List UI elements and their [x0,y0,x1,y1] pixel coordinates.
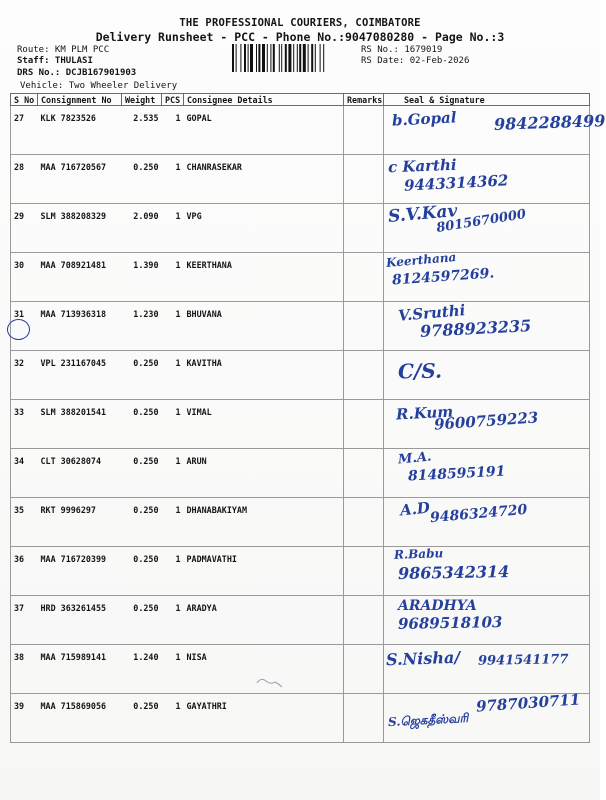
barcode-bar [267,44,268,72]
pcs-cell: 1 [162,645,184,694]
sno-cell: 32 [11,351,38,400]
weight-cell: 0.250 [122,155,162,204]
remarks-cell [344,302,384,351]
weight-cell: 0.250 [122,400,162,449]
consignment-cell: MAA 713936318 [38,302,122,351]
consignee-cell: ARADYA [184,596,344,645]
barcode-bar [279,44,280,72]
consignee-cell: CHANRASEKAR [184,155,344,204]
seal-signature-cell [384,400,590,449]
header-consignee: Consignee Details [184,94,344,106]
weight-cell: 0.250 [122,694,162,743]
handwritten-signature: R.Kum [395,402,454,424]
barcode-bar [323,44,324,72]
sno-cell: 31 [11,302,38,351]
barcode-bar [285,44,287,72]
seal-signature-cell [384,155,590,204]
handwritten-phone: S.ஜெகதீஸ்வரி [387,710,469,730]
consignment-cell: HRD 363261455 [38,596,122,645]
remarks-cell [344,106,384,155]
handwritten-signature: A.D [399,498,431,520]
sno-cell: 39 [11,694,38,743]
table-row [11,204,590,253]
weight-cell: 0.250 [122,498,162,547]
handwritten-phone: 9689518103 [397,613,503,633]
barcode-bar [315,44,316,72]
consignee-cell: GAYATHRI [184,694,344,743]
pcs-cell: 1 [162,106,184,155]
sno-cell: 27 [11,106,38,155]
company-title: THE PROFESSIONAL COURIERS, COIMBATORE [179,17,421,29]
header-remarks: Remarks [344,94,384,106]
runsheet-subtitle: Delivery Runsheet - PCC - Phone No.:9047080280 - Page No.:3 [95,30,505,44]
consignment-cell: MAA 716720399 [38,547,122,596]
handwritten-signature: c Karthi [387,155,457,177]
rs-date-label: RS Date: 02-Feb-2026 [361,56,470,66]
remarks-cell [344,498,384,547]
consignment-cell: SLM 388208329 [38,204,122,253]
weight-cell: 2.535 [122,106,162,155]
handwritten-phone: 8148595191 [407,463,506,485]
sno-cell: 36 [11,547,38,596]
weight-cell: 1.230 [122,302,162,351]
table-row [11,498,590,547]
barcode-bar [236,44,237,72]
remarks-cell [344,155,384,204]
handwritten-phone: 8015670000 [435,207,528,236]
table-row [11,596,590,645]
consignee-cell: VIMAL [184,400,344,449]
consignment-cell: MAA 715869056 [38,694,122,743]
consignee-cell: VPG [184,204,344,253]
barcode-bar [288,44,291,72]
table-row [11,547,590,596]
handwritten-signature: ARADHYA [398,598,477,614]
sno-cell: 33 [11,400,38,449]
seal-signature-cell [384,302,590,351]
delivery-table [10,93,606,743]
remarks-cell [344,694,384,743]
consignee-cell: DHANABAKIYAM [184,498,344,547]
handwritten-circle-mark [7,319,30,340]
pcs-cell: 1 [162,596,184,645]
barcode-bar [281,44,282,72]
barcode-bar [270,44,271,72]
pcs-cell: 1 [162,449,184,498]
weight-cell: 0.250 [122,351,162,400]
table-row [11,253,590,302]
weight-cell: 1.240 [122,645,162,694]
table-row [11,106,590,155]
seal-signature-cell [384,596,590,645]
sno-cell: 28 [11,155,38,204]
seal-signature-cell [384,498,590,547]
handwritten-phone: 9941541177 [477,652,569,669]
consignment-cell: MAA 715989141 [38,645,122,694]
seal-signature-cell [384,645,590,694]
barcode-bar [293,44,294,72]
remarks-cell [344,547,384,596]
consignment-cell: SLM 388201541 [38,400,122,449]
staff-label: Staff: THULASI [17,56,93,66]
handwritten-signature: R.Babu [393,546,444,562]
consignee-cell: KEERTHANA [184,253,344,302]
barcode-bar [240,44,241,72]
table-row [11,155,590,204]
pcs-cell: 1 [162,204,184,253]
weight-cell: 0.250 [122,596,162,645]
barcode-bar [248,44,249,72]
sno-cell: 30 [11,253,38,302]
barcode-bar [273,44,275,72]
seal-signature-cell [384,547,590,596]
handwritten-signature: V.Sruthi [397,301,467,325]
remarks-cell [344,253,384,302]
pcs-cell: 1 [162,694,184,743]
table-row [11,400,590,449]
weight-cell: 0.250 [122,547,162,596]
seal-signature-cell [384,106,606,155]
seal-signature-cell [384,351,590,400]
handwritten-signature: S.Nisha/ [385,647,461,670]
barcode-bar [308,44,309,72]
remarks-cell [344,351,384,400]
consignment-cell: RKT 9996297 [38,498,122,547]
header-sno: S No [11,94,38,106]
sno-cell: 34 [11,449,38,498]
sno-cell: 38 [11,645,38,694]
sno-cell: 35 [11,498,38,547]
table-row [11,645,590,694]
barcode [232,44,356,72]
consignment-cell: MAA 708921481 [38,253,122,302]
consignment-cell: KLK 7823526 [38,106,122,155]
remarks-cell [344,400,384,449]
remarks-cell [344,645,384,694]
handwritten-phone: 9842288499 [493,111,606,134]
seal-signature-cell [384,449,590,498]
handwritten-signature: C/S. [397,358,443,384]
consignee-cell: PADMAVATHI [184,547,344,596]
consignment-cell: MAA 716720567 [38,155,122,204]
pcs-cell: 1 [162,498,184,547]
handwritten-phone: 9486324720 [429,501,528,527]
barcode-bar [299,44,301,72]
barcode-bar [297,44,298,72]
pen-scribble [255,675,285,689]
handwritten-signature: M.A. [397,449,433,468]
sno-cell: 29 [11,204,38,253]
consignee-cell: KAVITHA [184,351,344,400]
barcode-bar [262,44,265,72]
table-row [11,302,590,351]
barcode-bar [303,44,306,72]
consignee-cell: NISA [184,645,344,694]
handwritten-signature: S.V.Kav [387,201,459,227]
barcode-bar [311,44,313,72]
header-pcs: PCS [162,94,184,106]
handwritten-signature: 9787030711 [475,690,581,716]
pcs-cell: 1 [162,351,184,400]
handwritten-phone: 8124597269. [391,265,495,289]
table-row [11,449,590,498]
seal-signature-cell [384,249,590,302]
consignee-cell: ARUN [184,449,344,498]
handwritten-phone: 9865342314 [397,562,510,583]
barcode-bar [232,44,234,72]
pcs-cell: 1 [162,400,184,449]
remarks-cell [344,596,384,645]
handwritten-signature: b.Gopal [391,108,457,130]
pcs-cell: 1 [162,253,184,302]
handwritten-signature: Keerthana [385,249,457,271]
consignment-cell: VPL 231167045 [38,351,122,400]
weight-cell: 1.390 [122,253,162,302]
vehicle-label: Vehicle: Two Wheeler Delivery [20,81,178,91]
consignee-cell: GOPAL [184,106,344,155]
consignment-cell: CLT 30628074 [38,449,122,498]
remarks-cell [344,449,384,498]
table-row [11,694,590,743]
header-consignment: Consignment No [38,94,122,106]
header-seal-signature: Seal & Signature [384,94,590,106]
pcs-cell: 1 [162,155,184,204]
weight-cell: 0.250 [122,449,162,498]
seal-signature-cell [384,201,590,253]
seal-signature-cell [384,690,590,743]
barcode-bar [258,44,260,72]
barcode-bar [250,44,253,72]
sno-cell: 37 [11,596,38,645]
barcode-bar [320,44,321,72]
weight-cell: 2.090 [122,204,162,253]
barcode-bar [256,44,257,72]
route-label: Route: KM PLM PCC [17,45,110,55]
handwritten-phone: 9600759223 [433,408,539,434]
handwritten-phone: 9443314362 [403,171,509,195]
pcs-cell: 1 [162,547,184,596]
drs-label: DRS No.: DCJB167901903 [17,68,137,78]
rs-number-label: RS No.: 1679019 [361,45,443,55]
table-row [11,351,590,400]
header-weight: Weight [122,94,162,106]
remarks-cell [344,204,384,253]
handwritten-phone: 9788923235 [419,316,532,341]
table-header-row [11,94,590,106]
barcode-bar [244,44,246,72]
pcs-cell: 1 [162,302,184,351]
consignee-cell: BHUVANA [184,302,344,351]
